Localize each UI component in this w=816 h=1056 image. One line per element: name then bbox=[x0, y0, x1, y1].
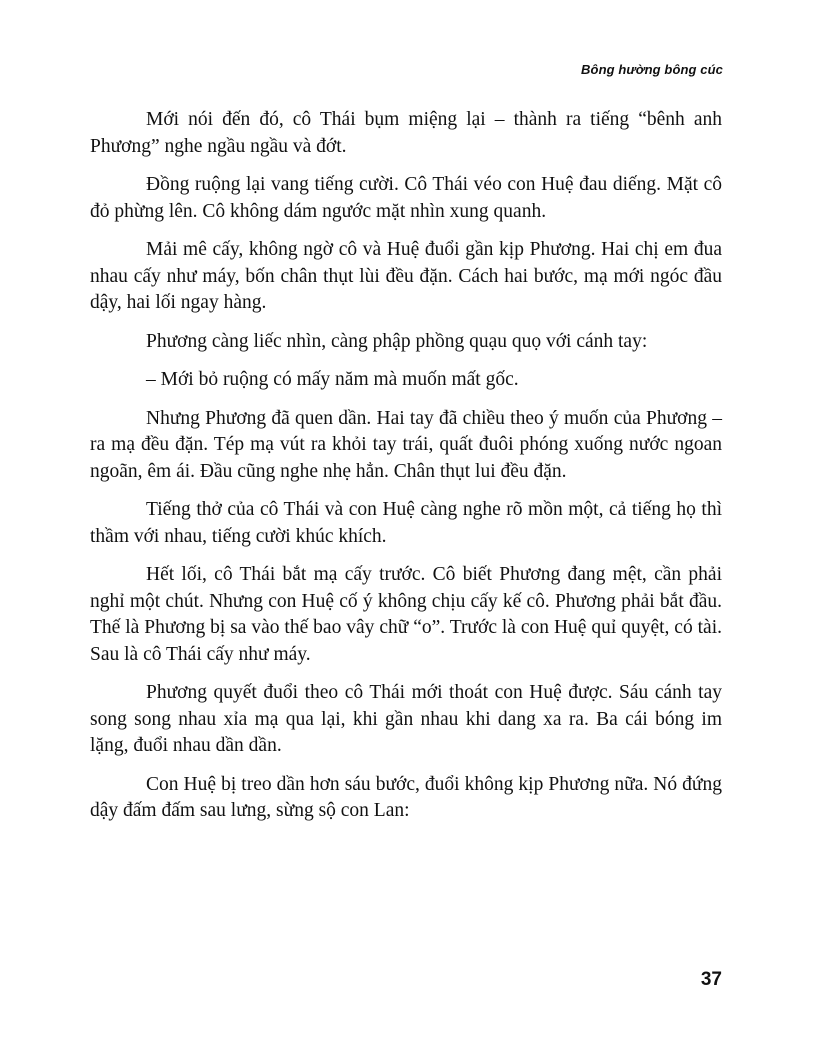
paragraph: – Mới bỏ ruộng có mấy năm mà muốn mất gốc. bbox=[146, 369, 519, 390]
page-number: 37 bbox=[700, 969, 722, 990]
paragraph: Tiếng thở của cô Thái và con Huệ càng nghe rõ mồn một, cả tiếng họ thì thầm với nhau, tiếng cười khúc khích. bbox=[90, 499, 722, 547]
paragraph: Đồng ruộng lại vang tiếng cười. Cô Thái véo con Huệ đau diếng. Mặt cô đỏ phừng lên. Cô không dám ngước mặt nhìn xung quanh. bbox=[90, 174, 722, 222]
paragraph: Mới nói đến đó, cô Thái bụm miệng lại – thành ra tiếng “bênh anh Phương” nghe ngầu ngầu và đớt. bbox=[90, 109, 722, 157]
paragraph: Phương càng liếc nhìn, càng phập phồng quạu quọ với cánh tay: bbox=[146, 330, 648, 352]
paragraph: Mải mê cấy, không ngờ cô và Huệ đuổi gần kịp Phương. Hai chị em đua nhau cấy như máy, bốn chân thụt lùi đều đặn. Cách hai bước, mạ mới ngóc đầu dậy, hai lối ngay hàng. bbox=[90, 239, 722, 313]
body-text bbox=[90, 107, 722, 837]
running-header: Bông hường bông cúc bbox=[581, 62, 723, 77]
paragraph: Nhưng Phương đã quen dần. Hai tay đã chiều theo ý muốn của Phương – ra mạ đều đặn. Tép mạ vút ra khỏi tay trái, quất đuôi phóng xuống nước ngoan ngoãn, êm ái. Đầu cũng nghe nhẹ hẳn. Chân thụt lui đều đặn. bbox=[90, 407, 722, 482]
paragraph: Hết lối, cô Thái bắt mạ cấy trước. Cô biết Phương đang mệt, cần phải nghỉ một chút. Nhưng con Huệ cố ý không chịu cấy kế cô. Phương phải bắt đầu. Thế là Phương bị sa vào thế bao vây chữ “o”. Trước là con Huệ quỉ quyệt, có tài. Sau là cô Thái cấy như máy. bbox=[90, 564, 722, 665]
paragraph: Con Huệ bị treo dần hơn sáu bước, đuổi không kịp Phương nữa. Nó đứng dậy đấm đấm sau lưng, sừng sộ con Lan: bbox=[90, 773, 722, 821]
paragraph: Phương quyết đuổi theo cô Thái mới thoát con Huệ được. Sáu cánh tay song song nhau xỉa mạ qua lại, khi gần nhau khi dang xa ra. Ba cái bóng im lặng, đuổi nhau dần dần. bbox=[90, 682, 722, 756]
